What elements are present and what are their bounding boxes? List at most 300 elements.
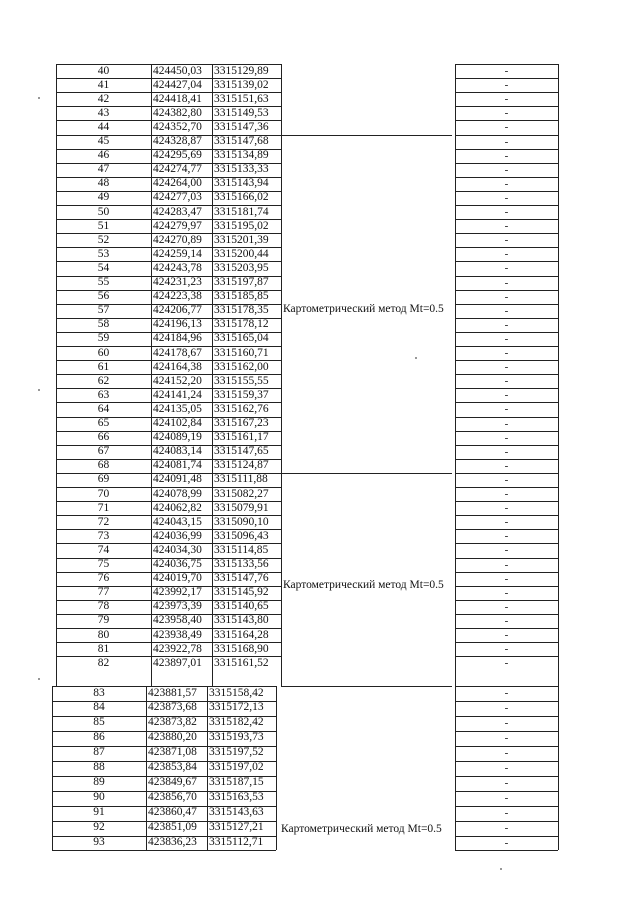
coordinate-y: 3315112,71 (209, 836, 264, 848)
table-rule (455, 120, 558, 121)
method-label: Картометрический метод Mt=0.5 (283, 579, 444, 591)
coordinate-x: 424196,13 (153, 318, 202, 331)
dash-value: - (504, 488, 509, 500)
coordinate-x: 423922,78 (153, 642, 202, 655)
table-rule (52, 716, 276, 717)
point-number: 83 (93, 686, 105, 699)
dash-value: - (504, 701, 509, 714)
table-rule (52, 761, 276, 762)
coordinate-x: 424036,75 (153, 558, 202, 570)
point-number: 58 (97, 318, 110, 331)
table-column-rule (151, 64, 152, 686)
table-rule (56, 656, 281, 657)
point-number: 61 (97, 360, 110, 373)
table-column-rule (52, 686, 53, 850)
point-number: 85 (93, 716, 105, 729)
table-column-rule (212, 64, 213, 686)
coordinate-x: 424259,14 (153, 247, 202, 260)
table-rule (56, 106, 281, 107)
table-rule (56, 304, 281, 305)
table-rule (56, 374, 281, 375)
coordinate-x: 424043,15 (153, 515, 202, 528)
dash-value: - (504, 318, 509, 331)
table-rule (455, 761, 558, 762)
coordinate-y: 3315162,76 (214, 402, 269, 415)
scan-speck (38, 678, 40, 680)
table-rule (455, 836, 558, 837)
coordinate-x: 424277,03 (153, 191, 202, 204)
table-rule (455, 261, 558, 262)
coordinate-y: 3315143,80 (214, 614, 269, 627)
table-rule (455, 776, 558, 777)
point-number: 67 (97, 445, 110, 458)
dash-value: - (504, 558, 509, 571)
table-rule (56, 459, 281, 460)
coordinate-x: 423851,09 (148, 821, 197, 834)
coordinate-y: 3315090,10 (214, 515, 269, 528)
coordinate-y: 3315178,35 (214, 304, 269, 317)
table-rule (56, 473, 281, 474)
table-rule (56, 558, 281, 559)
point-number: 73 (97, 529, 110, 542)
point-number: 68 (97, 459, 110, 472)
coordinate-x: 424427,04 (153, 78, 202, 91)
table-rule (56, 614, 281, 615)
table-rule (455, 731, 558, 732)
coordinate-y: 3315195,02 (214, 219, 269, 232)
table-rule (56, 233, 281, 234)
coordinate-x: 423873,82 (148, 716, 197, 729)
table-rule (455, 543, 558, 544)
table-column-rule (558, 64, 559, 850)
coordinate-x: 424083,14 (153, 445, 202, 458)
table-rule (455, 558, 558, 559)
table-rule (56, 149, 281, 150)
coordinate-x: 423938,49 (153, 628, 202, 641)
coordinate-y: 3315147,36 (214, 120, 269, 133)
table-rule (455, 402, 558, 403)
table-rule (56, 487, 281, 488)
table-rule (455, 701, 558, 702)
table-rule (52, 776, 276, 777)
point-number: 80 (97, 628, 110, 641)
dash-value: - (504, 614, 509, 627)
coordinate-y: 3315162,00 (214, 360, 269, 373)
table-rule (281, 473, 452, 474)
table-rule (56, 642, 281, 643)
coordinate-x: 424223,38 (153, 290, 202, 303)
table-rule (56, 92, 281, 93)
coordinate-y: 3315168,90 (214, 642, 269, 655)
table-rule (56, 205, 281, 206)
table-rule (56, 177, 281, 178)
dash-value: - (504, 389, 509, 402)
point-number: 44 (97, 120, 110, 133)
coordinate-x: 423836,23 (148, 836, 197, 848)
table-rule (455, 346, 558, 347)
coordinate-y: 3315159,37 (214, 388, 269, 401)
coordinate-x: 424295,69 (153, 149, 202, 162)
point-number: 50 (97, 205, 110, 218)
dash-value: - (504, 600, 509, 613)
table-rule (56, 191, 281, 192)
table-rule (455, 600, 558, 601)
coordinate-y: 3315197,87 (214, 276, 269, 288)
coordinate-x: 424231,23 (153, 276, 202, 288)
dash-value: - (504, 657, 509, 670)
dash-value: - (504, 544, 509, 557)
table-rule (455, 614, 558, 615)
coordinate-y: 3315193,73 (209, 731, 264, 744)
coordinate-y: 3315149,53 (214, 106, 269, 119)
table-rule (455, 417, 558, 418)
table-rule (56, 417, 281, 418)
table-rule (56, 64, 281, 65)
dash-value: - (504, 361, 509, 374)
point-number: 82 (97, 656, 110, 669)
dash-value: - (504, 629, 509, 641)
table-rule (281, 686, 452, 687)
coordinate-y: 3315147,68 (214, 135, 269, 147)
coordinate-y: 3315143,94 (214, 177, 269, 190)
coordinate-y: 3315129,89 (214, 64, 269, 77)
table-rule (56, 332, 281, 333)
table-rule (455, 487, 558, 488)
table-rule (56, 543, 281, 544)
coordinate-y: 3315172,13 (209, 701, 264, 714)
dash-value: - (504, 431, 509, 444)
coordinate-y: 3315114,85 (214, 543, 269, 556)
table-rule (455, 106, 558, 107)
dash-value: - (504, 572, 509, 585)
table-rule (52, 701, 276, 702)
dash-value: - (504, 206, 509, 218)
scan-speck (38, 97, 40, 99)
coordinate-y: 3315166,02 (214, 191, 269, 204)
point-number: 43 (97, 106, 110, 119)
coordinate-x: 423958,40 (153, 614, 202, 627)
table-rule (455, 276, 558, 277)
coordinate-y: 3315139,02 (214, 78, 269, 91)
coordinate-y: 3315127,21 (209, 821, 264, 834)
dash-value: - (504, 806, 509, 819)
table-rule (455, 149, 558, 150)
coordinate-y: 3315134,89 (214, 149, 269, 162)
table-rule (455, 628, 558, 629)
table-rule (455, 716, 558, 717)
table-rule (455, 431, 558, 432)
coordinate-y: 3315124,87 (214, 459, 269, 472)
table-column-rule (455, 64, 456, 850)
table-rule (455, 515, 558, 516)
coordinate-x: 424382,80 (153, 106, 202, 119)
table-rule (455, 388, 558, 389)
point-number: 42 (97, 92, 110, 105)
point-number: 87 (93, 746, 105, 759)
dash-value: - (504, 716, 509, 729)
table-rule (455, 78, 558, 79)
dash-value: - (504, 731, 509, 744)
table-rule (52, 731, 276, 732)
coordinate-y: 3315111,88 (214, 473, 268, 486)
dash-value: - (504, 746, 509, 759)
coordinate-x: 424135,05 (153, 402, 202, 415)
dash-value: - (504, 191, 509, 204)
table-rule (56, 163, 281, 164)
point-number: 64 (97, 402, 110, 415)
table-column-rule (207, 686, 208, 850)
dash-value: - (504, 687, 509, 699)
scan-speck (500, 868, 502, 870)
point-number: 55 (97, 276, 110, 288)
dash-value: - (504, 220, 509, 233)
point-number: 86 (93, 731, 105, 744)
coordinate-y: 3315079,91 (214, 501, 269, 514)
table-rule (455, 473, 558, 474)
table-rule (56, 360, 281, 361)
dash-value: - (504, 473, 509, 486)
point-number: 77 (97, 586, 110, 599)
dash-value: - (504, 761, 509, 774)
table-rule (56, 290, 281, 291)
dash-value: - (504, 149, 509, 162)
table-rule (455, 205, 558, 206)
coordinate-x: 424352,70 (153, 120, 202, 133)
table-rule (281, 135, 452, 136)
coordinate-x: 424184,96 (153, 332, 202, 345)
coordinate-x: 423853,84 (148, 761, 197, 774)
dash-value: - (504, 262, 509, 275)
coordinate-y: 3315165,04 (214, 332, 269, 345)
coordinate-y: 3315161,17 (214, 431, 269, 444)
point-number: 79 (97, 614, 110, 627)
coordinate-y: 3315178,12 (214, 318, 269, 331)
table-rule (52, 806, 276, 807)
dash-value: - (504, 502, 509, 515)
table-rule (455, 656, 558, 657)
table-rule (56, 78, 281, 79)
coordinate-x: 424036,99 (153, 529, 202, 542)
coordinate-x: 424164,38 (153, 360, 202, 373)
coordinate-y: 3315163,53 (209, 791, 264, 804)
table-rule (56, 135, 281, 136)
coordinate-x: 423897,01 (153, 656, 202, 669)
table-rule (455, 746, 558, 747)
coordinate-x: 423873,68 (148, 701, 197, 714)
table-rule (56, 529, 281, 530)
coordinate-x: 424019,70 (153, 572, 202, 585)
coordinate-x: 424091,48 (153, 473, 202, 486)
table-rule (56, 261, 281, 262)
table-rule (56, 402, 281, 403)
coordinate-y: 3315151,63 (214, 92, 269, 105)
coordinate-y: 3315147,65 (214, 445, 269, 458)
table-rule (455, 529, 558, 530)
table-rule (455, 219, 558, 220)
coordinate-x: 424243,78 (153, 261, 202, 274)
coordinate-x: 424034,30 (153, 543, 202, 556)
table-rule (455, 247, 558, 248)
point-number: 91 (93, 806, 105, 819)
point-number: 40 (97, 64, 110, 77)
table-rule (455, 686, 558, 687)
dash-value: - (504, 234, 509, 247)
coordinate-y: 3315200,44 (214, 247, 269, 260)
point-number: 62 (97, 374, 110, 387)
table-rule (455, 459, 558, 460)
coordinate-x: 423871,08 (148, 746, 197, 759)
coordinate-x: 424450,03 (153, 64, 202, 77)
coordinate-x: 424178,67 (153, 346, 202, 359)
table-rule (56, 388, 281, 389)
coordinate-x: 423856,70 (148, 791, 197, 804)
dash-value: - (504, 304, 509, 317)
table-rule (455, 290, 558, 291)
table-rule (455, 572, 558, 573)
point-number: 76 (97, 572, 110, 585)
point-number: 57 (97, 304, 110, 317)
dash-value: - (504, 821, 509, 834)
coordinate-y: 3315133,33 (214, 163, 269, 176)
dash-value: - (504, 791, 509, 804)
table-rule (455, 191, 558, 192)
table-rule (52, 850, 276, 851)
dash-value: - (504, 459, 509, 472)
point-number: 88 (93, 761, 105, 774)
point-number: 56 (97, 290, 110, 303)
point-number: 84 (93, 701, 105, 714)
point-number: 74 (97, 543, 110, 556)
coordinate-y: 3315143,63 (209, 806, 264, 819)
table-rule (56, 445, 281, 446)
table-rule (52, 836, 276, 837)
point-number: 52 (97, 233, 110, 246)
coordinate-y: 3315167,23 (214, 417, 269, 429)
coordinate-x: 424081,74 (153, 459, 202, 472)
dash-value: - (504, 121, 509, 134)
coordinate-x: 424141,24 (153, 388, 202, 401)
coordinate-y: 3315140,65 (214, 600, 269, 613)
table-rule (455, 233, 558, 234)
table-column-rule (146, 686, 147, 850)
dash-value: - (504, 347, 509, 359)
table-rule (455, 501, 558, 502)
coordinate-x: 424102,84 (153, 417, 202, 429)
coordinate-y: 3315147,76 (214, 572, 269, 585)
point-number: 63 (97, 388, 110, 401)
dash-value: - (504, 586, 509, 599)
table-rule (455, 318, 558, 319)
method-label: Картометрический метод Mt=0.5 (283, 303, 444, 315)
point-number: 48 (97, 177, 110, 190)
table-rule (52, 746, 276, 747)
table-rule (56, 586, 281, 587)
coordinate-y: 3315161,52 (214, 656, 269, 669)
dash-value: - (504, 290, 509, 303)
coordinate-y: 3315096,43 (214, 529, 269, 542)
point-number: 92 (93, 821, 105, 834)
coordinate-y: 3315187,15 (209, 776, 264, 789)
point-number: 47 (97, 163, 110, 176)
coordinate-y: 3315145,92 (214, 586, 269, 599)
table-rule (455, 163, 558, 164)
table-rule (455, 177, 558, 178)
point-number: 90 (93, 791, 105, 804)
table-rule (455, 586, 558, 587)
point-number: 53 (97, 247, 110, 260)
dash-value: - (504, 248, 509, 261)
coordinate-x: 423849,67 (148, 776, 197, 789)
coordinate-y: 3315203,95 (214, 261, 269, 274)
dash-value: - (504, 403, 509, 416)
coordinate-y: 3315164,28 (214, 628, 269, 641)
table-rule (455, 64, 558, 65)
dash-value: - (504, 445, 509, 458)
table-rule (52, 821, 276, 822)
dash-value: - (504, 135, 509, 148)
coordinate-x: 424274,77 (153, 163, 202, 176)
dash-value: - (504, 163, 509, 176)
dash-value: - (504, 276, 509, 289)
coordinate-x: 424089,19 (153, 431, 202, 444)
table-rule (56, 515, 281, 516)
dash-value: - (504, 79, 509, 92)
coordinate-y: 3315197,52 (209, 746, 264, 759)
table-rule (56, 572, 281, 573)
table-rule (56, 346, 281, 347)
point-number: 81 (97, 642, 110, 655)
table-rule (56, 247, 281, 248)
table-rule (56, 276, 281, 277)
coordinate-y: 3315182,42 (209, 716, 264, 729)
coordinate-y: 3315155,55 (214, 374, 269, 387)
dash-value: - (504, 375, 509, 388)
point-number: 54 (97, 261, 110, 274)
coordinate-x: 423880,20 (148, 731, 197, 744)
table-rule (455, 850, 558, 851)
point-number: 93 (93, 836, 105, 848)
table-rule (455, 806, 558, 807)
point-number: 78 (97, 600, 110, 613)
coordinate-x: 423992,17 (153, 586, 202, 599)
table-rule (455, 92, 558, 93)
point-number: 45 (97, 135, 110, 147)
coordinate-y: 3315160,71 (214, 346, 269, 359)
dash-value: - (504, 107, 509, 120)
point-number: 59 (97, 332, 110, 345)
table-rule (455, 642, 558, 643)
table-rule (455, 135, 558, 136)
point-number: 65 (97, 417, 110, 429)
coordinate-x: 424206,77 (153, 304, 202, 317)
table-rule (56, 628, 281, 629)
table-rule (56, 600, 281, 601)
table-rule (56, 318, 281, 319)
coordinate-x: 424062,82 (153, 501, 202, 514)
table-column-rule (281, 64, 282, 686)
point-number: 41 (97, 78, 110, 91)
coordinate-y: 3315082,27 (214, 487, 269, 500)
table-rule (56, 431, 281, 432)
dash-value: - (504, 776, 509, 789)
point-number: 66 (97, 431, 110, 444)
point-number: 60 (97, 346, 110, 359)
dash-value: - (504, 643, 509, 656)
table-rule (455, 360, 558, 361)
coordinate-x: 423881,57 (148, 686, 197, 699)
point-number: 46 (97, 149, 110, 162)
dash-value: - (504, 65, 509, 77)
